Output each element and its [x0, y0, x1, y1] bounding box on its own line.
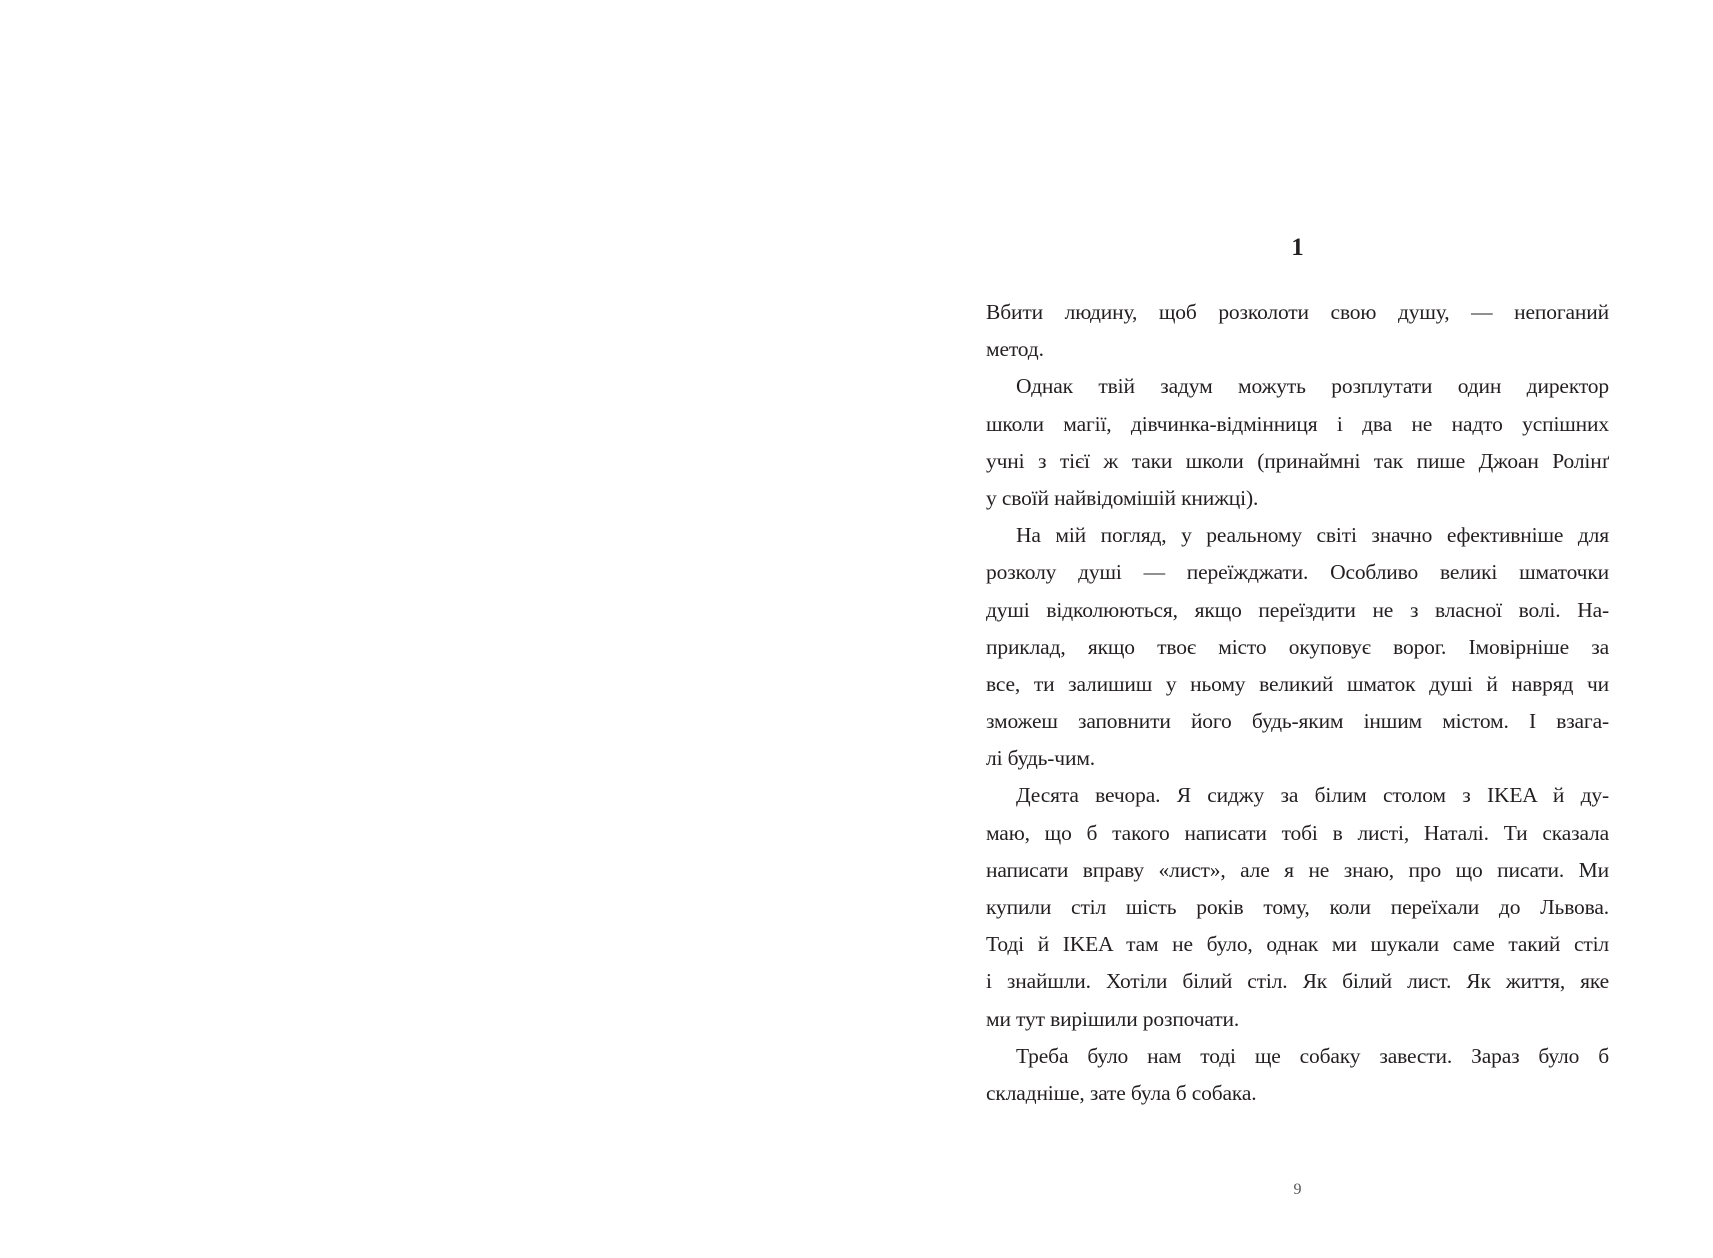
text-line: зможеш заповнити його будь-яким іншим містом. І взага-	[986, 709, 1609, 734]
text-line: учні з тієї ж таки школи (принаймні так пише Джоан Ролінґ	[986, 448, 1609, 473]
text-line: школи магії, дівчинка-відмінниця і два не надто успішних	[986, 411, 1609, 436]
text-line: складніше, зате була б собака.	[986, 1080, 1257, 1105]
text-line: лі будь-чим.	[986, 746, 1095, 771]
text-line: Тоді й IKEA там не було, однак ми шукали саме такий стіл	[986, 932, 1609, 957]
text-line: душі відколюються, якщо переїздити не з власної волі. На-	[986, 597, 1609, 622]
text-line: приклад, якщо твоє місто окуповує ворог. Імовірніше за	[986, 634, 1609, 659]
page-number: 9	[1293, 1181, 1302, 1198]
text-line: Десята вечора. Я сиджу за білим столом з IKEA й ду-	[1016, 783, 1609, 808]
text-line: написати вправу «лист», але я не знаю, про що писати. Ми	[986, 857, 1609, 882]
text-line: На мій погляд, у реальному світі значно ефективніше для	[1016, 523, 1609, 548]
text-line: і знайшли. Хотіли білий стіл. Як білий лист. Як життя, яке	[986, 969, 1609, 994]
text-line: метод.	[986, 337, 1044, 362]
text-line: розколу душі — переїжджати. Особливо великі шматочки	[986, 560, 1609, 585]
paragraph	[986, 1038, 1609, 1112]
paragraph	[986, 368, 1609, 517]
text-line: ми тут вирішили розпочати.	[986, 1006, 1240, 1031]
text-line: Треба було нам тоді ще собаку завести. Зараз було б	[1016, 1043, 1609, 1068]
text-line: все, ти залишиш у ньому великий шматок душі й навряд чи	[986, 671, 1609, 696]
paragraph	[986, 517, 1609, 777]
body-text	[986, 294, 1609, 1112]
paragraph	[986, 777, 1609, 1037]
text-line: купили стіл шість років тому, коли переїхали до Львова.	[986, 895, 1609, 919]
text-line: Вбити людину, щоб розколоти свою душу, — непоганий	[986, 300, 1609, 324]
paragraph	[986, 294, 1609, 368]
text-line: Однак твій задум можуть розплутати один директор	[1016, 374, 1609, 399]
text-line: у своїй найвідомішій книжці).	[986, 485, 1259, 510]
chapter-number: 1	[1291, 234, 1304, 261]
text-line: маю, що б такого написати тобі в листі, Наталі. Ти сказала	[986, 820, 1609, 845]
